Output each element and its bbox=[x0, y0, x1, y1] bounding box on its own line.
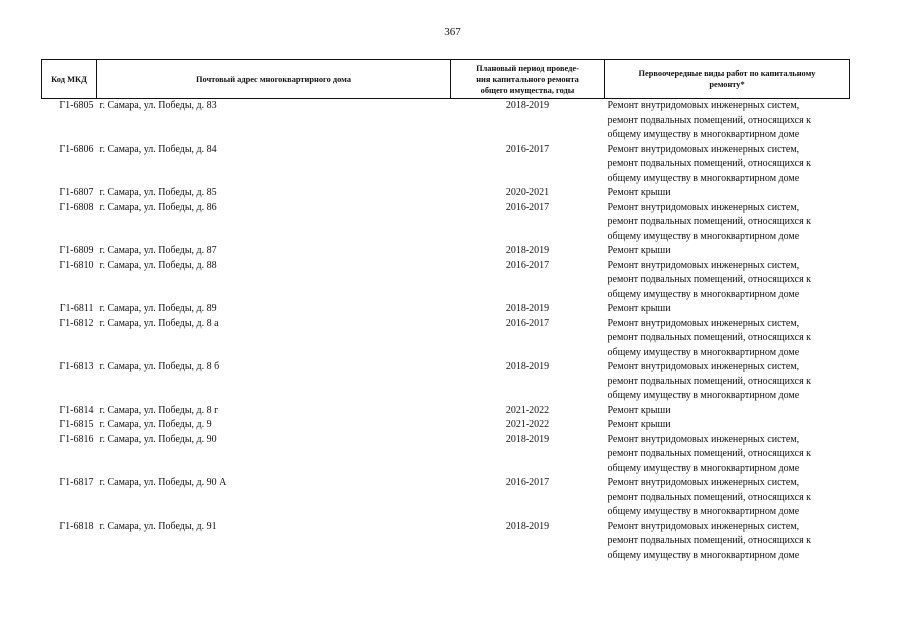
cell-period: 2018-2019 bbox=[505, 245, 550, 256]
works-line: общему имуществу в многоквартирном доме bbox=[607, 506, 800, 517]
header-period bbox=[451, 60, 605, 99]
registry-table bbox=[41, 59, 850, 563]
header-works bbox=[605, 60, 850, 99]
works-line: ремонт подвальных помещений, относящихся к bbox=[607, 332, 812, 343]
header-works-line: ремонту* bbox=[709, 80, 745, 89]
works-line: Ремонт крыши bbox=[607, 187, 671, 198]
works-line: Ремонт внутридомовых инженерных систем, bbox=[607, 100, 800, 111]
header-address: Почтовый адрес многоквартирного дома bbox=[97, 60, 451, 99]
cell-code: Г1-6811 bbox=[59, 303, 94, 314]
cell-period: 2016-2017 bbox=[505, 143, 550, 155]
works-line: ремонт подвальных помещений, относящихся к bbox=[607, 158, 812, 169]
cell-period: 2018-2019 bbox=[505, 100, 550, 111]
cell-code: Г1-6809 bbox=[59, 245, 94, 256]
cell-works bbox=[605, 302, 850, 317]
header-works-line: Первоочередные виды работ по капитальному bbox=[638, 69, 816, 78]
works-line: Ремонт крыши bbox=[607, 245, 671, 256]
header-period-line: Плановый период проведе- bbox=[476, 63, 579, 73]
cell-code: Г1-6814 bbox=[59, 404, 94, 416]
cell-works bbox=[605, 244, 850, 259]
cell-period: 2018-2019 bbox=[505, 361, 550, 372]
works-line: Ремонт внутридомовых инженерных систем, bbox=[607, 201, 800, 213]
cell-period: 2020-2021 bbox=[505, 187, 550, 198]
table-row bbox=[42, 186, 850, 201]
cell-works bbox=[605, 404, 850, 419]
cell-code: Г1-6810 bbox=[59, 259, 94, 271]
header-period-line: ния капитального ремонта bbox=[476, 74, 579, 84]
cell-period: 2018-2019 bbox=[505, 520, 550, 532]
cell-address: г. Самара, ул. Победы, д. 85 bbox=[99, 187, 217, 198]
table-row bbox=[42, 520, 850, 564]
cell-works bbox=[605, 201, 850, 245]
works-line: ремонт подвальных помещений, относящихся к bbox=[607, 375, 812, 387]
works-line: ремонт подвальных помещений, относящихся к bbox=[607, 491, 812, 503]
works-line: ремонт подвальных помещений, относящихся к bbox=[607, 114, 812, 126]
header-period-line: общего имущества, годы bbox=[480, 85, 575, 95]
cell-works bbox=[605, 143, 850, 187]
cell-works bbox=[605, 520, 850, 564]
table-row bbox=[42, 244, 850, 259]
table-row bbox=[42, 476, 850, 520]
cell-works bbox=[605, 418, 850, 433]
works-line: общему имуществу в многоквартирном доме bbox=[607, 549, 800, 561]
works-line: Ремонт внутридомовых инженерных систем, bbox=[607, 317, 800, 329]
cell-address: г. Самара, ул. Победы, д. 9 bbox=[99, 419, 212, 430]
works-line: Ремонт внутридомовых инженерных систем, bbox=[607, 433, 800, 445]
works-line: Ремонт крыши bbox=[607, 404, 671, 416]
works-line: Ремонт внутридомовых инженерных систем, bbox=[607, 361, 800, 372]
cell-code: Г1-6805 bbox=[59, 100, 94, 111]
cell-works bbox=[605, 186, 850, 201]
works-line: общему имуществу в многоквартирном доме bbox=[607, 288, 800, 300]
table-row bbox=[42, 99, 850, 143]
cell-address: г. Самара, ул. Победы, д. 84 bbox=[99, 143, 217, 155]
cell-code: Г1-6807 bbox=[59, 187, 94, 198]
cell-period: 2018-2019 bbox=[505, 433, 550, 445]
table-row bbox=[42, 143, 850, 187]
works-line: Ремонт внутридомовых инженерных систем, bbox=[607, 520, 800, 532]
table-row bbox=[42, 418, 850, 433]
works-line: Ремонт внутридомовых инженерных систем, bbox=[607, 259, 800, 271]
works-line: ремонт подвальных помещений, относящихся к bbox=[607, 535, 812, 546]
works-line: ремонт подвальных помещений, относящихся к bbox=[607, 274, 812, 285]
works-line: ремонт подвальных помещений, относящихся к bbox=[607, 448, 812, 459]
table-row bbox=[42, 259, 850, 303]
works-line: ремонт подвальных помещений, относящихся к bbox=[607, 216, 812, 227]
cell-address: г. Самара, ул. Победы, д. 88 bbox=[99, 259, 217, 271]
works-line: общему имуществу в многоквартирном доме bbox=[607, 172, 800, 184]
cell-works bbox=[605, 317, 850, 361]
cell-period: 2016-2017 bbox=[505, 201, 550, 213]
cell-address: г. Самара, ул. Победы, д. 89 bbox=[99, 303, 217, 314]
table-header bbox=[42, 60, 850, 99]
table-row bbox=[42, 201, 850, 245]
works-line: Ремонт внутридомовых инженерных систем, bbox=[607, 143, 800, 155]
cell-period: 2018-2019 bbox=[505, 303, 550, 314]
cell-works bbox=[605, 476, 850, 520]
cell-period: 2016-2017 bbox=[505, 477, 550, 488]
cell-code: Г1-6808 bbox=[59, 201, 94, 213]
cell-address: г. Самара, ул. Победы, д. 90 А bbox=[99, 477, 227, 488]
table-row bbox=[42, 302, 850, 317]
cell-address: г. Самара, ул. Победы, д. 83 bbox=[99, 100, 217, 111]
table-row bbox=[42, 404, 850, 419]
works-line: общему имуществу в многоквартирном доме bbox=[607, 129, 800, 140]
cell-works bbox=[605, 99, 850, 143]
cell-works bbox=[605, 259, 850, 303]
cell-address: г. Самара, ул. Победы, д. 86 bbox=[99, 201, 217, 213]
cell-address: г. Самара, ул. Победы, д. 8 г bbox=[99, 404, 219, 416]
cell-period: 2016-2017 bbox=[505, 259, 550, 271]
cell-code: Г1-6812 bbox=[59, 317, 94, 329]
cell-address: г. Самара, ул. Победы, д. 87 bbox=[99, 245, 217, 256]
works-line: Ремонт крыши bbox=[607, 419, 671, 430]
cell-address: г. Самара, ул. Победы, д. 8 б bbox=[99, 361, 220, 372]
table-body bbox=[42, 99, 850, 564]
cell-works bbox=[605, 433, 850, 477]
cell-address: г. Самара, ул. Победы, д. 90 bbox=[99, 433, 217, 445]
works-line: общему имуществу в многоквартирном доме bbox=[607, 230, 800, 242]
works-line: общему имуществу в многоквартирном доме bbox=[607, 390, 800, 401]
cell-code: Г1-6817 bbox=[59, 477, 94, 488]
cell-address: г. Самара, ул. Победы, д. 91 bbox=[99, 520, 217, 532]
cell-works bbox=[605, 360, 850, 404]
works-line: общему имуществу в многоквартирном доме bbox=[607, 346, 800, 358]
cell-period: 2021-2022 bbox=[505, 404, 550, 416]
table-row bbox=[42, 360, 850, 404]
cell-period: 2021-2022 bbox=[505, 419, 550, 430]
cell-code: Г1-6818 bbox=[59, 520, 94, 532]
header-code: Код МКД bbox=[42, 60, 97, 99]
cell-code: Г1-6813 bbox=[59, 361, 94, 372]
works-line: Ремонт крыши bbox=[607, 303, 671, 314]
cell-code: Г1-6806 bbox=[59, 143, 94, 155]
table-row bbox=[42, 433, 850, 477]
table-row bbox=[42, 317, 850, 361]
cell-code: Г1-6816 bbox=[59, 433, 94, 445]
works-line: общему имуществу в многоквартирном доме bbox=[607, 462, 800, 474]
cell-address: г. Самара, ул. Победы, д. 8 а bbox=[99, 317, 219, 329]
page-number: 367 bbox=[444, 26, 461, 38]
works-line: Ремонт внутридомовых инженерных систем, bbox=[607, 477, 800, 488]
cell-period: 2016-2017 bbox=[505, 317, 550, 329]
cell-code: Г1-6815 bbox=[59, 419, 94, 430]
